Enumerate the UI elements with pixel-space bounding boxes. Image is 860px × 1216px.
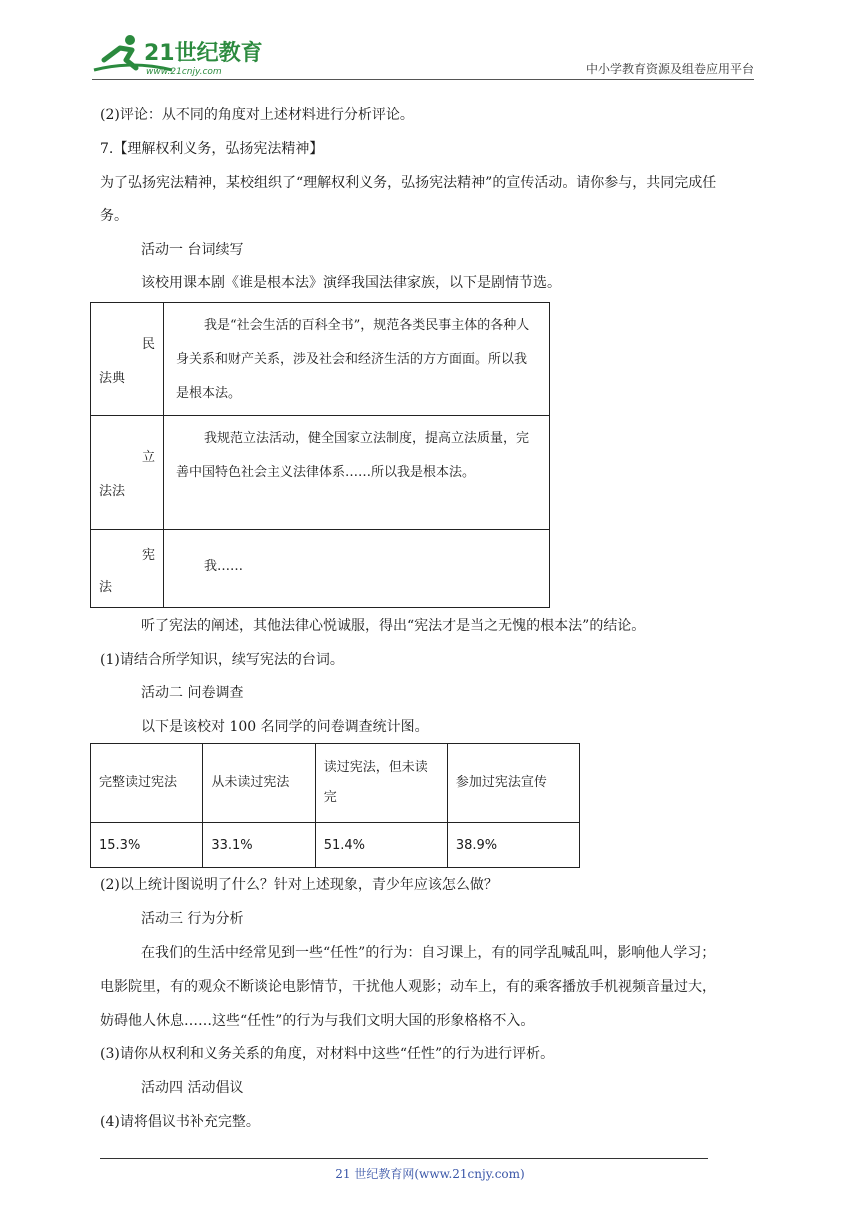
question-4: (4)请将倡议书补充完整。 — [100, 1114, 260, 1130]
survey-value-cell: 33.1% — [203, 823, 315, 868]
question-6-2: (2)评论：从不同的角度对上述材料进行分析评论。 — [100, 107, 414, 123]
question-7-title: 7.【理解权利义务，弘扬宪法精神】 — [100, 141, 324, 157]
row-text: 我规范立法活动，健全国家立法制度，提高立法质量，完善中国特色社会主义法律体系……所以我是根本法。 — [164, 416, 550, 530]
row-label: 民 法典 — [91, 303, 164, 416]
table-row — [91, 303, 550, 416]
question-2: (2)以上统计图说明了什么？针对上述现象，青少年应该怎么做？ — [100, 877, 498, 893]
question-1: (1)请结合所学知识，续写宪法的台词。 — [100, 652, 344, 668]
activity-3-paragraph-1: 在我们的生活中经常见到一些“任性”的行为：自习课上，有的同学乱喊乱叫，影响他人学习； — [141, 945, 716, 961]
activity-1-description: 该校用课本剧《谁是根本法》演绎我国法律家族，以下是剧情节选。 — [141, 275, 561, 291]
activity-2-description: 以下是该校对 100 名同学的问卷调查统计图。 — [141, 719, 429, 735]
survey-header-cell: 完整读过宪法 — [91, 744, 203, 823]
survey-value-cell: 15.3% — [91, 823, 203, 868]
activity-2-title: 活动二 问卷调查 — [141, 685, 244, 701]
intro-line-2: 务。 — [100, 208, 128, 224]
footer-divider — [100, 1158, 708, 1159]
runner-logo-icon — [92, 30, 262, 78]
footer-text: 21 世纪教育网(www.21cnjy.com) — [335, 1167, 525, 1181]
activity-3-paragraph-3: 妨碍他人休息……这些“任性”的行为与我们文明大国的形象格格不入。 — [100, 1013, 535, 1029]
header-divider — [92, 79, 754, 80]
survey-value-cell: 51.4% — [315, 823, 447, 868]
survey-table — [90, 743, 580, 868]
intro-line-1: 为了弘扬宪法精神，某校组织了“理解权利义务，弘扬宪法精神”的宣传活动。请你参与，共同完成任 — [100, 175, 717, 191]
activity-1-title: 活动一 台词续写 — [141, 242, 244, 258]
platform-name: 中小学教育资源及组卷应用平台 — [585, 62, 754, 76]
activity-4-title: 活动四 活动倡议 — [141, 1080, 244, 1096]
row-label: 宪 法 — [91, 530, 164, 608]
after-table-text: 听了宪法的阐述，其他法律心悦诚服，得出“宪法才是当之无愧的根本法”的结论。 — [141, 618, 646, 634]
survey-value-cell: 38.9% — [447, 823, 579, 868]
survey-header-row — [91, 744, 580, 823]
row-label: 立 法法 — [91, 416, 164, 530]
row-text: 我是“社会生活的百科全书”，规范各类民事主体的各种人身关系和财产关系，涉及社会和经济生活的方方面面。所以我是根本法。 — [164, 303, 550, 416]
survey-header-cell: 从未读过宪法 — [203, 744, 315, 823]
table-row — [91, 416, 550, 530]
table-row — [91, 530, 550, 608]
row-text: 我…… — [164, 530, 550, 608]
svg-text:www.21cnjy.com: www.21cnjy.com — [146, 67, 222, 77]
question-3: (3)请你从权利和义务关系的角度，对材料中这些“任性”的行为进行评析。 — [100, 1046, 555, 1062]
activity-3-title: 活动三 行为分析 — [141, 911, 244, 927]
survey-header-cell: 参加过宪法宣传 — [447, 744, 579, 823]
drama-table — [90, 302, 550, 608]
survey-value-row — [91, 823, 580, 868]
activity-3-paragraph-2: 电影院里，有的观众不断谈论电影情节，干扰他人观影；动车上，有的乘客播放手机视频音量过大， — [100, 979, 716, 995]
survey-header-cell: 读过宪法，但未读完 — [315, 744, 447, 823]
svg-text:21世纪教育: 21世纪教育 — [144, 41, 262, 66]
site-logo — [92, 30, 262, 78]
